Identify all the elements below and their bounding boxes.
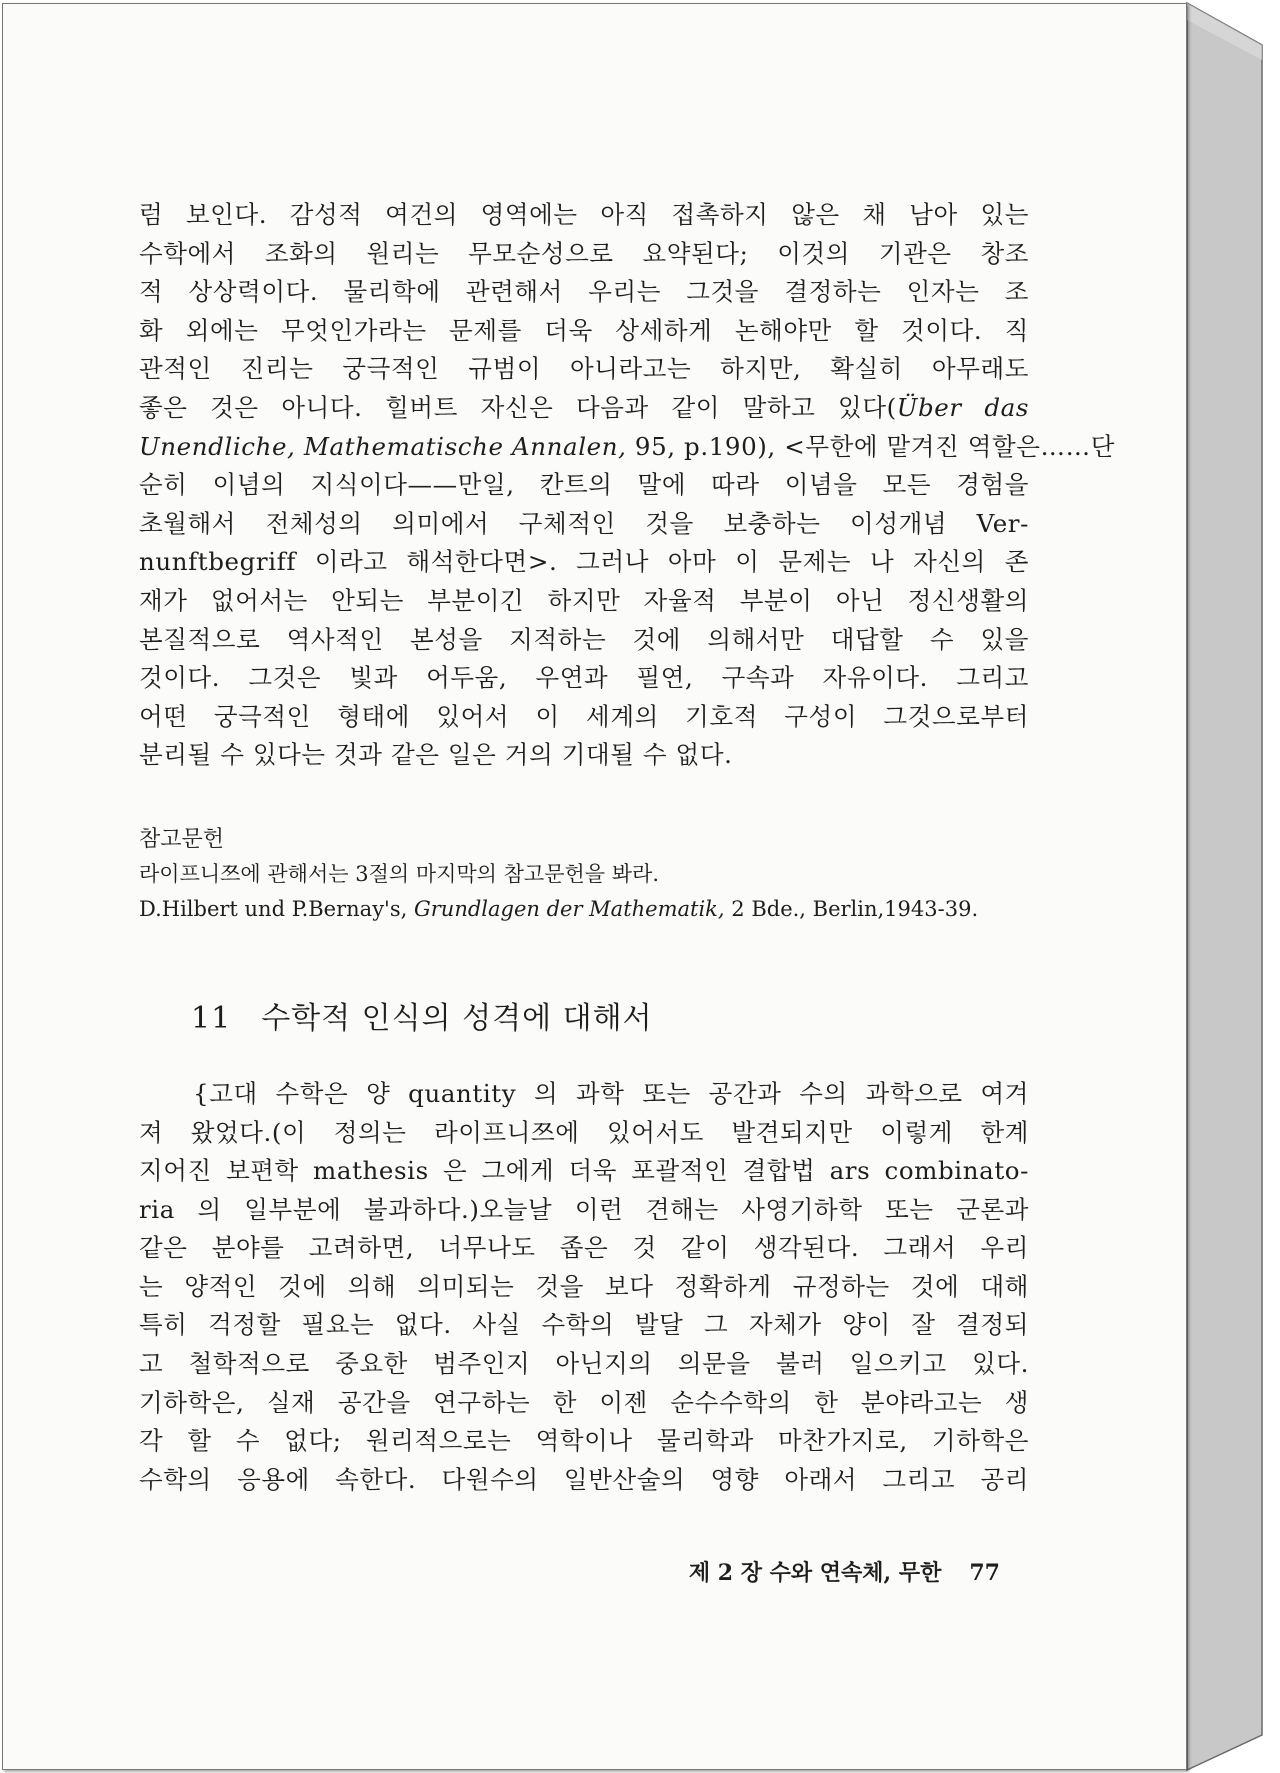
italic-citation: Unendliche, Mathematische Annalen, (139, 431, 627, 461)
section-line: 기하학은, 실재 공간을 연구하는 한 이젠 순수수학의 한 분야라고는 생 (139, 1387, 1029, 1417)
section-line: 특히 걱정할 필요는 없다. 사실 수학의 발달 그 자체가 양이 잘 결정되 (139, 1310, 1029, 1340)
body-line: 초월해서 전체성의 의미에서 구체적인 것을 보충하는 이성개념 Ver- (139, 508, 1029, 538)
body-line-last: 분리될 수 있다는 것과 같은 일은 거의 기대될 수 없다. (139, 740, 733, 770)
section-number: 11 (191, 1000, 232, 1036)
body-line-text: 좋은 것은 아니다. 힐버트 자신은 다음과 같이 말하고 있다( (139, 392, 897, 422)
section-line: 같은 분야를 고려하면, 너무나도 좁은 것 같이 생각된다. 그래서 우리 (139, 1233, 1029, 1263)
section-line: 지어진 보편학 mathesis 은 그에게 더욱 포괄적인 결합법 ars combinato- (139, 1156, 1029, 1186)
page-number: 77 (969, 1560, 1000, 1586)
body-line: 적 상상력이다. 물리학에 관련해서 우리는 그것을 결정하는 인자는 조 (139, 277, 1029, 307)
reference-item: 라이프니쯔에 관해서는 3절의 마지막의 참고문헌을 봐라. (139, 861, 659, 886)
body-line: 본질적으로 역사적인 본성을 지적하는 것에 의해서만 대답할 수 있을 (139, 624, 1029, 654)
body-line: 어떤 궁극적인 형태에 있어서 이 세계의 기호적 구성이 그것으로부터 (139, 701, 1029, 731)
body-line-text: 95, p.190), <무한에 맡겨진 역할은……단 (634, 431, 1115, 461)
body-line: nunftbegriff 이라고 해석한다면>. 그러나 아마 이 문제는 나 자신의 존 (139, 547, 1029, 577)
page-content (139, 196, 1115, 1499)
page-footer (620, 1558, 1000, 1588)
italic-title: Über das (896, 392, 1029, 422)
section-line: 고 철학적으로 중요한 범주인지 아닌지의 의문을 불러 일으키고 있다. (139, 1349, 1029, 1379)
section-line: 져 왔었다.(이 정의는 라이프니쯔에 있어서도 발견되지만 이렇게 한계 (139, 1117, 1029, 1147)
section-title-text: 수학적 인식의 성격에 대해서 (261, 1000, 653, 1036)
body-line (139, 389, 1029, 428)
body-text (139, 196, 1115, 775)
section-line: {고대 수학은 양 quantity 의 과학 또는 공간과 수의 과학으로 여겨 (193, 1078, 1029, 1108)
references-heading: 참고문헌 (139, 826, 225, 852)
body-line: 수학에서 조화의 원리는 무모순성으로 요약된다; 이것의 기관은 창조 (139, 238, 1029, 268)
reference-title: Grundlagen der Mathematik, (413, 896, 725, 921)
section-heading (191, 999, 1029, 1039)
body-line: 재가 없어서는 안되는 부분이긴 하지만 자율적 부분이 아닌 정신생활의 (139, 585, 1029, 615)
body-line: 순히 이념의 지식이다——만일, 칸트의 말에 따라 이념을 모든 경험을 (139, 470, 1029, 500)
section-line: 는 양적인 것에 의해 의미되는 것을 보다 정확하게 규정하는 것에 대해 (139, 1271, 1029, 1301)
reference-details: 2 Bde., Berlin,1943-39. (731, 896, 979, 921)
body-line: 것이다. 그것은 빛과 어두움, 우연과 필연, 구속과 자유이다. 그리고 (139, 663, 1029, 693)
body-line (139, 428, 1115, 467)
body-line: 화 외에는 무엇인가라는 문제를 더욱 상세하게 논해야만 할 것이다. 직 (139, 315, 1029, 345)
section-line: 수학의 응용에 속한다. 다원수의 일반산술의 영향 아래서 그리고 공리 (139, 1464, 1029, 1494)
reference-item (139, 892, 1029, 927)
body-line: 관적인 진리는 궁극적인 규범이 아니라고는 하지만, 확실히 아무래도 (139, 354, 1029, 384)
section-body-text (139, 1075, 1029, 1500)
section-line: 각 할 수 없다; 원리적으로는 역학이나 물리학과 마찬가지로, 기하학은 (139, 1426, 1029, 1456)
body-line: 럼 보인다. 감성적 여건의 영역에는 아직 접촉하지 않은 채 남아 있는 (139, 200, 1029, 229)
running-footer-chapter: 제 2 장 수와 연속체, 무한 (688, 1560, 942, 1586)
reference-author: D.Hilbert und P.Bernay's, (139, 896, 408, 921)
section-line: ria 의 일부분에 불과하다.)오늘날 이런 견해는 사영기하학 또는 군론과 (139, 1194, 1029, 1224)
